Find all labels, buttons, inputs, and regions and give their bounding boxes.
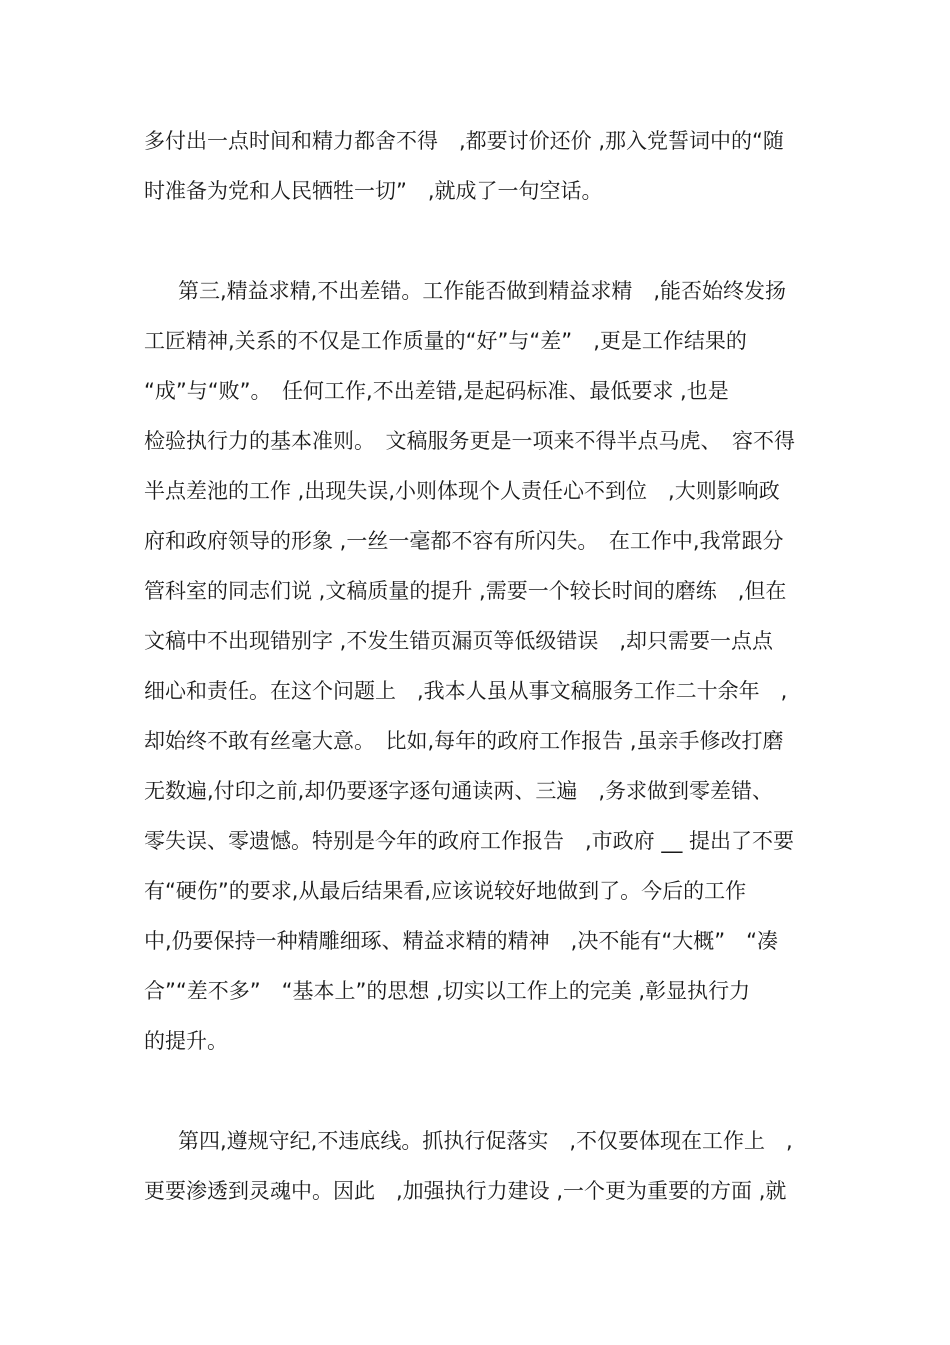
- paragraph-1-line-1: 多付出一点时间和精力都舍不得 ,都要讨价还价 ,那入党誓词中的“随: [144, 129, 784, 153]
- paragraph-3-line-2: 更要渗透到灵魂中。因此 ,加强执行力建设 ,一个更为重要的方面 ,就: [144, 1179, 787, 1203]
- paragraph-2-line-14: 中,仍要保持一种精雕细琢、精益求精的精神 ,决不能有“大概” “凑: [144, 929, 778, 953]
- paragraph-2-line-15: 合”“差不多” “基本上”的思想 ,切实以工作上的完美 ,彰显执行力: [144, 979, 751, 1003]
- paragraph-2-line-4: 检验执行力的基本准则。 文稿服务更是一项来不得半点马虎、 容不得: [144, 429, 795, 453]
- paragraph-2-line-5: 半点差池的工作 ,出现失误,小则体现个人责任心不到位 ,大则影响政: [144, 479, 780, 503]
- paragraph-2-line-2: 工匠精神,关系的不仅是工作质量的“好”与“差” ,更是工作结果的: [144, 329, 747, 353]
- paragraph-2-line-1: 第三,精益求精,不出差错。工作能否做到精益求精 ,能否始终发扬: [178, 279, 787, 303]
- paragraph-2-line-13: 有“硬伤”的要求,从最后结果看,应该说较好地做到了。今后的工作: [144, 879, 747, 903]
- paragraph-2-line-9: 细心和责任。在这个问题上 ,我本人虽从事文稿服务工作二十余年 ,: [144, 679, 788, 703]
- paragraph-2-line-8: 文稿中不出现错别字 ,不发生错页漏页等低级错误 ,却只需要一点点: [144, 629, 774, 653]
- paragraph-2-line-10: 却始终不敢有丝毫大意。 比如,每年的政府工作报告 ,虽亲手修改打磨: [144, 729, 784, 753]
- paragraph-2-line-11: 无数遍,付印之前,却仍要逐字逐句通读两、三遍 ,务求做到零差错、: [144, 779, 774, 803]
- paragraph-1-line-2: 时准备为党和人民牺牲一切” ,就成了一句空话。: [144, 179, 603, 203]
- paragraph-2-line-7: 管科室的同志们说 ,文稿质量的提升 ,需要一个较长时间的磨练 ,但在: [144, 579, 787, 603]
- paragraph-2-line-12: 零失误、零遗憾。特别是今年的政府工作报告 ,市政府 __ 提出了不要: [144, 829, 795, 853]
- paragraph-2-line-6: 府和政府领导的形象 ,一丝一毫都不容有所闪失。 在工作中,我常跟分: [144, 529, 784, 553]
- paragraph-2-line-16: 的提升。: [144, 1029, 228, 1053]
- paragraph-2-line-3: “成”与“败”。 任何工作,不出差错,是起码标准、最低要求 ,也是: [144, 379, 729, 403]
- paragraph-3-line-1: 第四,遵规守纪,不违底线。抓执行促落实 ,不仅要体现在工作上 ,: [178, 1129, 793, 1153]
